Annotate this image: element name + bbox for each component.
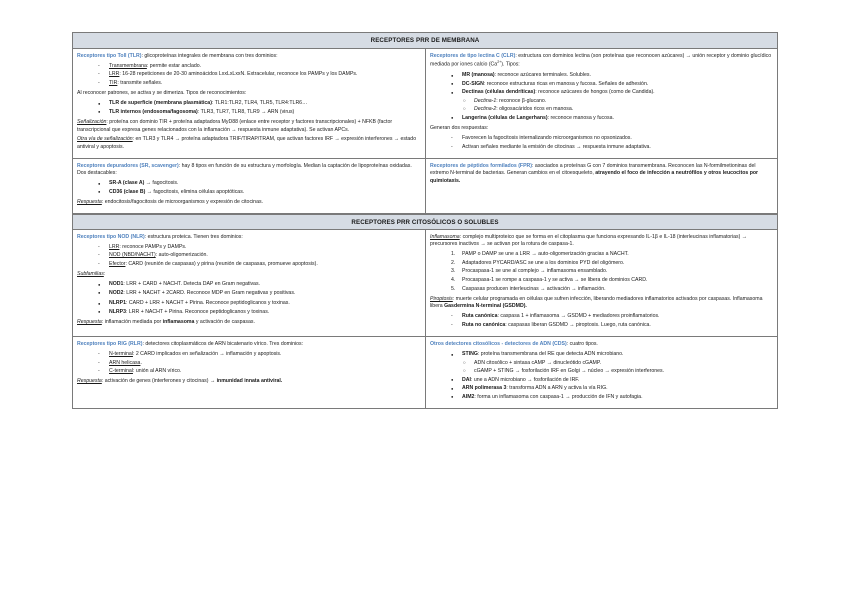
type-term: MR (manosa) (462, 71, 495, 78)
clr-intro: : estructura con dominios lectina (son proteínas que reconocen azúcares) → unión receptor y dominio glucídico mediada por iones calcio (Ca (430, 53, 772, 69)
cds-text: : forma un inflamasoma con caspasa-1 → producción de IFN y autofagia. (474, 393, 643, 400)
response-bold: inmunidad innata antiviral. (216, 378, 283, 385)
type-term: Dectinas (células dendríticas) (462, 89, 536, 96)
pyroptosis-label: Piroptosis (430, 295, 453, 302)
inflammasome-intro: : complejo multiproteico que se forma en el citoplasma que funciona expresando IL-1β e IL-18 (interleucinas inflamatorias) → precursores inactivos → se activan por la rotura de caspasa-1. (430, 234, 747, 248)
type-text: : TLR3, TLR7, TLR8, TLR9 → ARN (virus) (197, 108, 295, 115)
nlr-domain-list (77, 244, 421, 269)
sr-type-list (77, 180, 421, 196)
cds-title: Otros detectores citosólicos - detectores de ADN (CDS) (430, 341, 567, 348)
fpr-bold: atrayendo el foco de infección a neutrófilos y otros leucocitos por quimiotaxis. (430, 170, 759, 184)
clr-cell (425, 49, 777, 158)
nlr-intro: : estructura proteica. Tienen tres dominios: (144, 234, 243, 241)
cyto-row-1 (73, 230, 777, 337)
type-text: : reconoce azúcares de hongos (como de Candida). (535, 89, 655, 96)
subfamily-term: NOD1 (109, 281, 124, 288)
route-term: Ruta canónica (462, 313, 498, 320)
dectina-term: Dectina-1 (474, 97, 497, 104)
tlr-type-list (77, 100, 421, 116)
cds-text: : transforma ADN a ARN y activa la vía RIG. (506, 385, 608, 392)
domain-term: LRR (109, 71, 120, 78)
cds-list (430, 351, 773, 401)
domain-text: : unión al ARN vírico. (132, 368, 182, 375)
route-term: Ruta no canónica (462, 321, 506, 328)
tlr-cell (73, 49, 425, 158)
signal-label: Señalización (77, 119, 107, 126)
tlr-intro: : glicoproteínas integrales de membrana con tres dominios: (141, 53, 278, 59)
membrane-section-title: RECEPTORES PRR DE MEMBRANA (73, 33, 777, 49)
route-text: : caspasa 1 + inflamasoma → GSDMD + mediadores proinflamatorios. (497, 313, 660, 320)
tlr-recognition: Al reconocer patrones, se activa y se dimeriza. Tipos de reconocimientos: (77, 90, 247, 97)
type-term: DC-SIGN (462, 80, 484, 87)
dectina-text: : oligosacáridos ricos en manosa. (496, 106, 574, 113)
nlr-title: Receptores tipo NOD (NLR) (77, 234, 145, 241)
membrane-row-1 (73, 49, 777, 159)
domain-term: Efector (109, 261, 126, 268)
step-text: Adaptadores PYCARD/ASC se une a los dominios PYD del oligómero. (462, 259, 625, 266)
step-text: Caspasas producen interleucinas → activación → inflamación. (462, 285, 606, 292)
other-signal-label: Otra vía de señalización (77, 136, 133, 143)
domain-text: : auto-oligomerización. (155, 252, 208, 259)
document-table (72, 32, 778, 409)
response-label: Respuesta (77, 199, 102, 206)
domain-term: TIR (109, 80, 118, 86)
type-text: : reconoce azúcares terminales. Solubles. (494, 71, 591, 78)
sr-title: Receptores depuradores (SR, scavenger) (77, 162, 179, 169)
response-text: : activación de genes (interferones y citocinas) → (101, 378, 217, 385)
rlr-cell (73, 337, 425, 408)
type-text: → fagocitosis. (144, 180, 179, 187)
cds-term: AIM2 (462, 393, 475, 400)
type-term: TLR internos (endosoma/fagosoma) (109, 108, 198, 115)
nlr-subfamily-list-b (77, 300, 421, 316)
sting-text: : proteína transmembrana del RE que detecta ADN microbiano. (477, 350, 624, 357)
nlr-subfamily-list-a (77, 281, 421, 297)
step-text: Procaspasa-1 se une al complejo → inflamasoma ensamblado. (462, 268, 608, 275)
pyroptosis-text: : muerte celular programada en células que sufren infección, liberando mediadores inflamatorios activados por caspasas. Inflamasoma libera (430, 295, 763, 310)
tlr-domain-list (77, 63, 421, 88)
response-bold: inflamasoma (162, 319, 195, 326)
sting-term: STING (462, 350, 478, 357)
type-text: : TLR1:TLR2, TLR4, TLR5, TLR4:TLR6… (211, 100, 308, 107)
subfamily-text: : CARD + LRR + NACHT + Pirina. Reconoce peptidoglicanos y toxinas. (126, 300, 290, 307)
sting-sub-text: cGAMP + STING → fosforilación IRF en Golgi → núcleo → expresión interferones. (474, 368, 665, 375)
cds-intro: : cuatro tipos. (566, 341, 598, 348)
cds-term: ARN polimerasa 3 (462, 385, 507, 392)
domain-term: NOD (NBD/NACHT) (109, 252, 156, 259)
subfamily-term: NLRP1 (109, 300, 127, 307)
domain-text: : 2 CARD implicados en señalización → inflamación y apoptosis. (132, 350, 282, 357)
inflammasome-steps: 1. PAMP o DAMP se une a LRR → auto-oligomerización gracias a NACHT. 2. Adaptadores PYCARD/ASC se une a los dominios PYD del oligómero. 3. Procaspasa-1 se une al complejo → inflamasoma ensamblado. 4. Procaspasa-1 se rompe a caspasa-1 y se activa → se libera de dominios CARD. 5. Caspasas producen interleucinas → activación → inflamación. (451, 251, 648, 292)
subfamily-text: : LRR + NACHT + Pirina. Reconoce peptidoglicanos y toxinas. (126, 308, 270, 315)
nlr-subfamilies-heading (77, 271, 421, 278)
cds-cell (425, 337, 777, 408)
cds-term: DAI (462, 376, 471, 383)
domain-text: : 16-28 repeticiones de 20-30 aminoácidos LxxLxLxxN. Extracelular, reconoce los PAMPs y los DAMPs. (119, 71, 358, 78)
type-term: SR-A (clase A) (109, 180, 145, 187)
rlr-title: Receptores tipo RIG (RLR) (77, 341, 143, 348)
nlr-cell (73, 230, 425, 336)
response-text: : inflamación mediada por (101, 319, 163, 326)
domain-text: : permite estar anclado. (146, 62, 202, 69)
rlr-response (77, 378, 421, 385)
subfamily-term: NLRP3 (109, 308, 127, 315)
step-text: Procaspasa-1 se rompe a caspasa-1 y se activa → se libera de dominios CARD. (462, 276, 648, 283)
inflammasome-label: Inflamasoma (430, 234, 460, 241)
tlr-title: Receptores tipo Toll (TLR) (77, 53, 142, 59)
tlr-other-signaling (77, 136, 421, 151)
clr-response-list (430, 135, 773, 151)
response-text: Favorecen la fagocitosis internalizando microorganismos no opsonizados. (462, 135, 632, 142)
clr-title: Receptores de tipo lectina C (CLR) (430, 53, 516, 59)
subfamily-text: : LRR + NACHT + 2CARD. Reconoce MDP en Gram negativas y positivas. (123, 289, 296, 296)
sr-intro: : hay 8 tipos en función de su estructura y morfología. Median la captación de lipoproteínas oxidadas. Dos destacables: (77, 162, 412, 177)
tlr-signaling (77, 119, 421, 134)
sting-sub-text: ADN citosólico + sintasa cAMP → dinucleótido cGAMP. (474, 359, 602, 366)
domain-text: . (140, 359, 142, 366)
response-text: : endocitosis/fagocitosis de microorganismos y expresión de citocinas. (101, 199, 263, 206)
dectina-text: : reconoce β-glucano. (496, 97, 547, 104)
domain-term: C-terminal (109, 368, 133, 375)
pyroptosis-paragraph (430, 296, 773, 311)
dectina-term: Dectina-2 (474, 106, 497, 113)
subfamilies-colon: : (103, 271, 106, 278)
response-label: Respuesta (77, 378, 102, 385)
domain-term: N-terminal (109, 350, 133, 357)
domain-term: ARN helicasa (109, 359, 141, 366)
other-signal-text: : en TLR3 y TLR4 → proteína adaptadora TRIF/TIRAP/TRAM, que activan factores IRF → expresión interferones → estado antiviral y apoptosis. (77, 136, 417, 150)
response-text-end: y activación de caspasas. (194, 319, 255, 326)
step-text: PAMP o DAMP se une a LRR → auto-oligomerización gracias a NACHT. (462, 251, 629, 258)
calcium-superscript: 2+ (497, 60, 502, 65)
type-term: TLR de superficie (membrana plasmática) (109, 100, 212, 107)
rlr-intro: : detectores citoplasmáticos de ARN bicatenario vírico. Tres dominios: (142, 341, 304, 348)
pyroptosis-bold: Gasdermina N-terminal (GSDMD). (444, 303, 527, 310)
pyroptosis-routes (430, 313, 773, 329)
type-term: Langerina (células de Langerhans) (462, 114, 548, 121)
response-text: Activan señales mediante la emisión de citocinas → respuesta inmune adaptativa. (462, 143, 651, 150)
domain-term: Transmembrana (109, 62, 147, 69)
cytosolic-section-title: RECEPTORES PRR CITOSÓLICOS O SOLUBLES (73, 214, 777, 230)
domain-term: LRR (109, 243, 120, 250)
inflammasome-cell (425, 230, 777, 336)
signal-text: : proteína con dominio TIR + proteína adaptadora MyD88 (enlace entre receptor y factores transcripcionales) + NFKB (factor transcripcional que expresa genes relacionados con la inflamación → respuesta inmune adaptativa). Se activan APCs. (77, 119, 393, 133)
sr-cell (73, 159, 425, 213)
rlr-domain-list (77, 351, 421, 376)
type-text: : reconoce manosa y fucosa. (547, 114, 614, 121)
type-term: CD36 (clase B) (109, 188, 146, 195)
response-label: Respuesta (77, 319, 102, 326)
subfamily-term: NOD2 (109, 289, 124, 296)
route-text: : caspasas liberan GSDMD → piroptosis. Luego, ruta canónica. (505, 321, 651, 328)
membrane-row-2 (73, 159, 777, 214)
clr-responses-title: Generan dos respuestas: (430, 125, 489, 132)
clr-type-list (430, 72, 773, 122)
fpr-cell (425, 159, 777, 213)
type-text: : reconoce estructuras ricas en manosa y fucosa. Señales de adhesión. (483, 80, 649, 87)
domain-text: : CARD (reunión de caspasas) y pirina (reunión de caspasas, promueve apoptosis). (125, 261, 318, 268)
cds-text: : une a ADN microbiano → fosforilación de IRF. (470, 376, 580, 383)
fpr-title: Receptores de péptidos formilados (FPR) (430, 162, 533, 169)
subfamily-text: : LRR + CARD + NACHT. Detecta DAP en Gram negativas. (123, 281, 260, 288)
domain-text: : reconoce PAMPs y DAMPs. (119, 243, 187, 250)
domain-text: : transmite señales. (117, 80, 163, 86)
fpr-intro: : asociados a proteínas G con 7 dominios transmembrana. Reconocen las N-formilmetioninas del extremo N-terminal de bacterias. Generan cambios en el citoesqueleto, (430, 162, 756, 177)
type-text: → fagocitosis, elimina células apoptóticas. (145, 188, 245, 195)
cyto-row-2 (73, 337, 777, 408)
sr-response (77, 199, 421, 206)
subfamilies-label: Subfamilias (77, 271, 104, 278)
clr-intro-end: ). Tipos: (501, 62, 520, 69)
nlr-response (77, 319, 421, 326)
